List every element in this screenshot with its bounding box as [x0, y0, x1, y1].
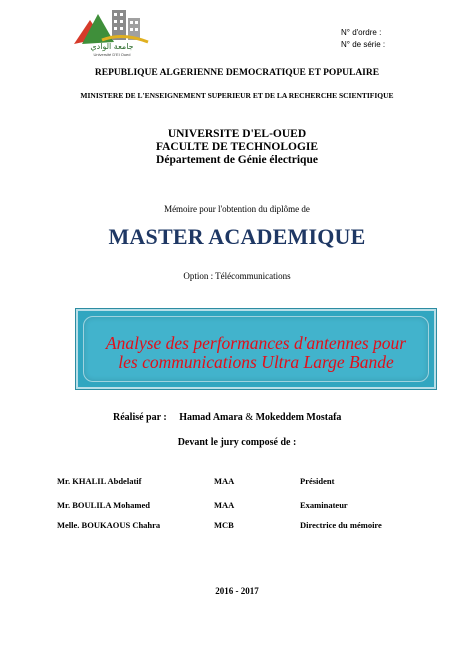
university-block: [0, 128, 474, 167]
jury-name: Melle. BOUKAOUS Chahra: [57, 520, 161, 530]
degree-title: MASTER ACADEMIQUE: [108, 224, 366, 249]
ministry-heading: MINISTERE DE L'ENSEIGNEMENT SUPERIEUR ET DE LA RECHERCHE SCIENTIFIQUE: [80, 91, 394, 100]
serie-label: N° de série :: [341, 40, 386, 49]
jury-grade: MCB: [214, 520, 234, 530]
thesis-title-box: [83, 316, 429, 382]
author-2: Mokeddem Mostafa: [255, 412, 342, 423]
author-1: Hamad Amara: [179, 412, 243, 423]
jury-role: Président: [300, 476, 335, 486]
jury-role: Examinateur: [300, 500, 348, 510]
jury-name: Mr. KHALIL Abdelatif: [57, 476, 142, 486]
authors-line: [113, 412, 341, 423]
university-name: UNIVERSITE D'EL-OUED: [167, 128, 307, 140]
jury-title: Devant le jury composé de :: [177, 437, 297, 448]
jury-role: Directrice du mémoire: [300, 520, 382, 530]
thesis-title-banner: [76, 309, 436, 389]
jury-row: [57, 520, 437, 534]
memoire-text: Mémoire pour l'obtention du diplôme de: [164, 204, 310, 214]
academic-year: 2016 - 2017: [215, 586, 259, 596]
option-text: Option : Télécommunications: [183, 271, 291, 281]
authors-label: Réalisé par :: [113, 412, 167, 423]
republic-heading: REPUBLIQUE ALGERIENNE DEMOCRATIQUE ET POPULAIRE: [94, 68, 380, 78]
author-separator: &: [245, 412, 254, 423]
faculty-name: FACULTE DE TECHNOLOGIE: [155, 141, 319, 153]
jury-row: [57, 500, 437, 514]
thesis-title-line2: les communications Ultra Large Bande: [118, 352, 394, 372]
jury-name: Mr. BOULILA Mohamed: [57, 500, 150, 510]
logo-text: جامعة الوادي: [90, 42, 134, 51]
jury-row: [57, 476, 437, 490]
thesis-title-line1: Analyse des performances d'antennes pour: [105, 333, 407, 353]
jury-grade: MAA: [214, 476, 235, 486]
ordre-label: N° d'ordre :: [341, 28, 382, 37]
thesis-title: [84, 334, 428, 372]
logo-subtext: Université D'El Oued: [93, 52, 131, 57]
department-name: Département de Génie électrique: [156, 154, 318, 166]
jury-grade: MAA: [214, 500, 235, 510]
